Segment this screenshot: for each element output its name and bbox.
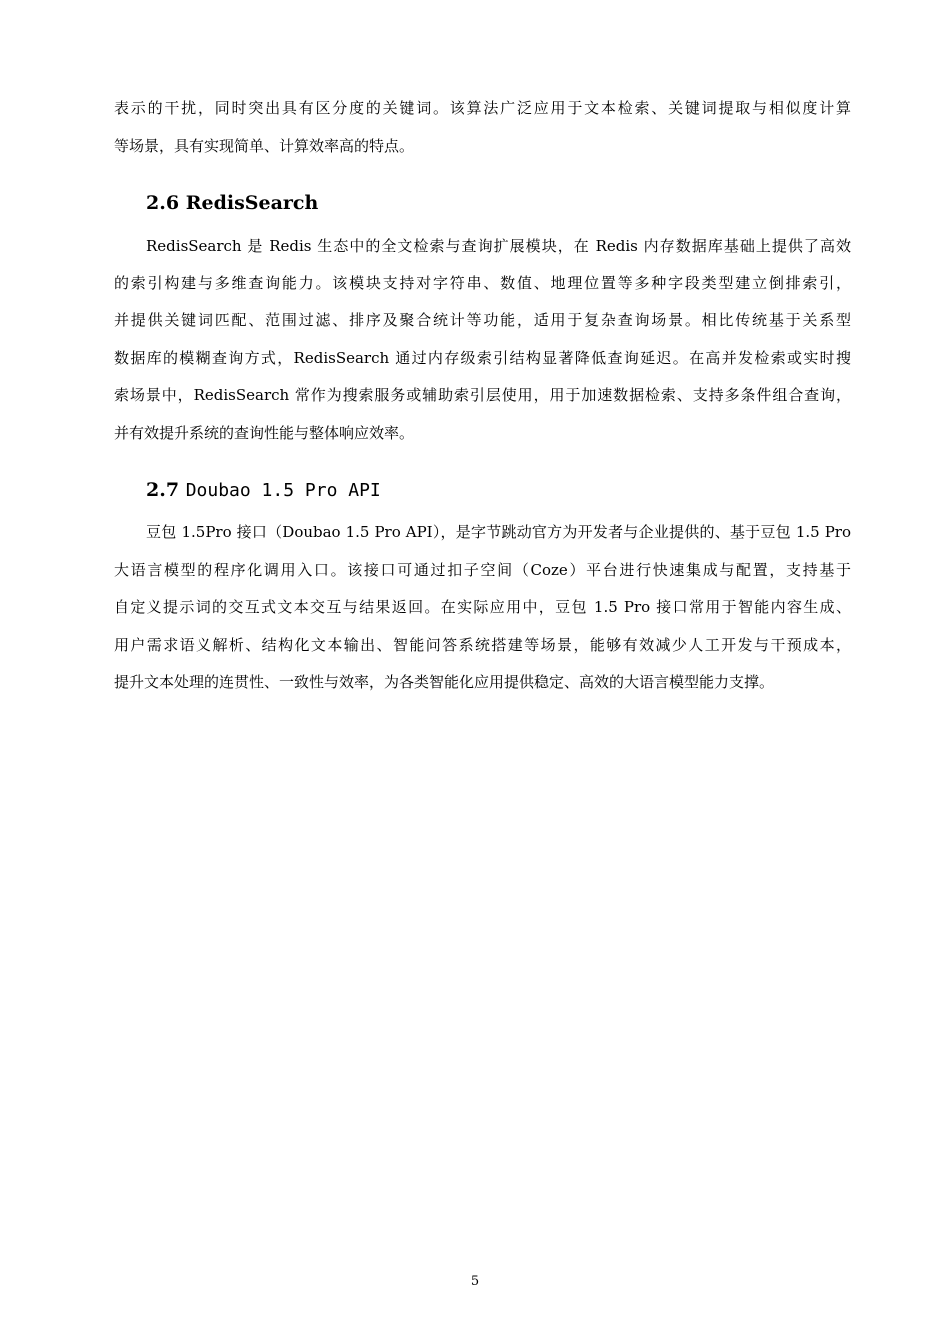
paragraph-line: 自定义提示词的交互式文本交互与结果返回。在实际应用中，豆包 1.5 Pro 接口常用于智能内容生成、 bbox=[114, 598, 851, 616]
paragraph-line: 豆包 1.5Pro 接口（Doubao 1.5 Pro API），是字节跳动官方为开发者与企业提供的、基于豆包 1.5 Pro bbox=[146, 523, 851, 541]
section-title: RedisSearch bbox=[185, 192, 319, 214]
paragraph-line: 大语言模型的程序化调用入口。该接口可通过扣子空间（Coze）平台进行快速集成与配置，支持基于 bbox=[114, 561, 851, 579]
paragraph-line: 提升文本处理的连贯性、一致性与效率，为各类智能化应用提供稳定、高效的大语言模型能力支撑。 bbox=[114, 673, 775, 691]
paragraph-line: 等场景，具有实现简单、计算效率高的特点。 bbox=[114, 137, 415, 155]
section-heading-2-7 bbox=[146, 478, 381, 503]
paragraph-line: 用户需求语义解析、结构化文本输出、智能问答系统搭建等场景，能够有效减少人工开发与干预成本， bbox=[114, 636, 851, 654]
page-number: 5 bbox=[470, 1274, 480, 1289]
paragraph-line: 并提供关键词匹配、范围过滤、排序及聚合统计等功能，适用于复杂查询场景。相比传统基于关系型 bbox=[114, 311, 851, 329]
paragraph-line: RedisSearch 是 Redis 生态中的全文检索与查询扩展模块，在 Redis 内存数据库基础上提供了高效 bbox=[146, 237, 851, 255]
section-number: 2.6 bbox=[146, 192, 180, 214]
paragraph-line: 的索引构建与多维查询能力。该模块支持对字符串、数值、地理位置等多种字段类型建立倒排索引， bbox=[114, 274, 851, 292]
paragraph-line: 索场景中，RedisSearch 常作为搜索服务或辅助索引层使用，用于加速数据检索、支持多条件组合查询， bbox=[114, 386, 851, 404]
section-title: Doubao 1.5 Pro API bbox=[185, 480, 381, 501]
paragraph-line: 并有效提升系统的查询性能与整体响应效率。 bbox=[114, 424, 415, 442]
paragraph-line: 表示的干扰，同时突出具有区分度的关键词。该算法广泛应用于文本检索、关键词提取与相似度计算 bbox=[114, 99, 851, 117]
section-number: 2.7 bbox=[146, 479, 180, 501]
paragraph-line: 数据库的模糊查询方式，RedisSearch 通过内存级索引结构显著降低查询延迟。在高并发检索或实时搜 bbox=[114, 349, 851, 367]
section-heading-2-6 bbox=[146, 191, 318, 215]
